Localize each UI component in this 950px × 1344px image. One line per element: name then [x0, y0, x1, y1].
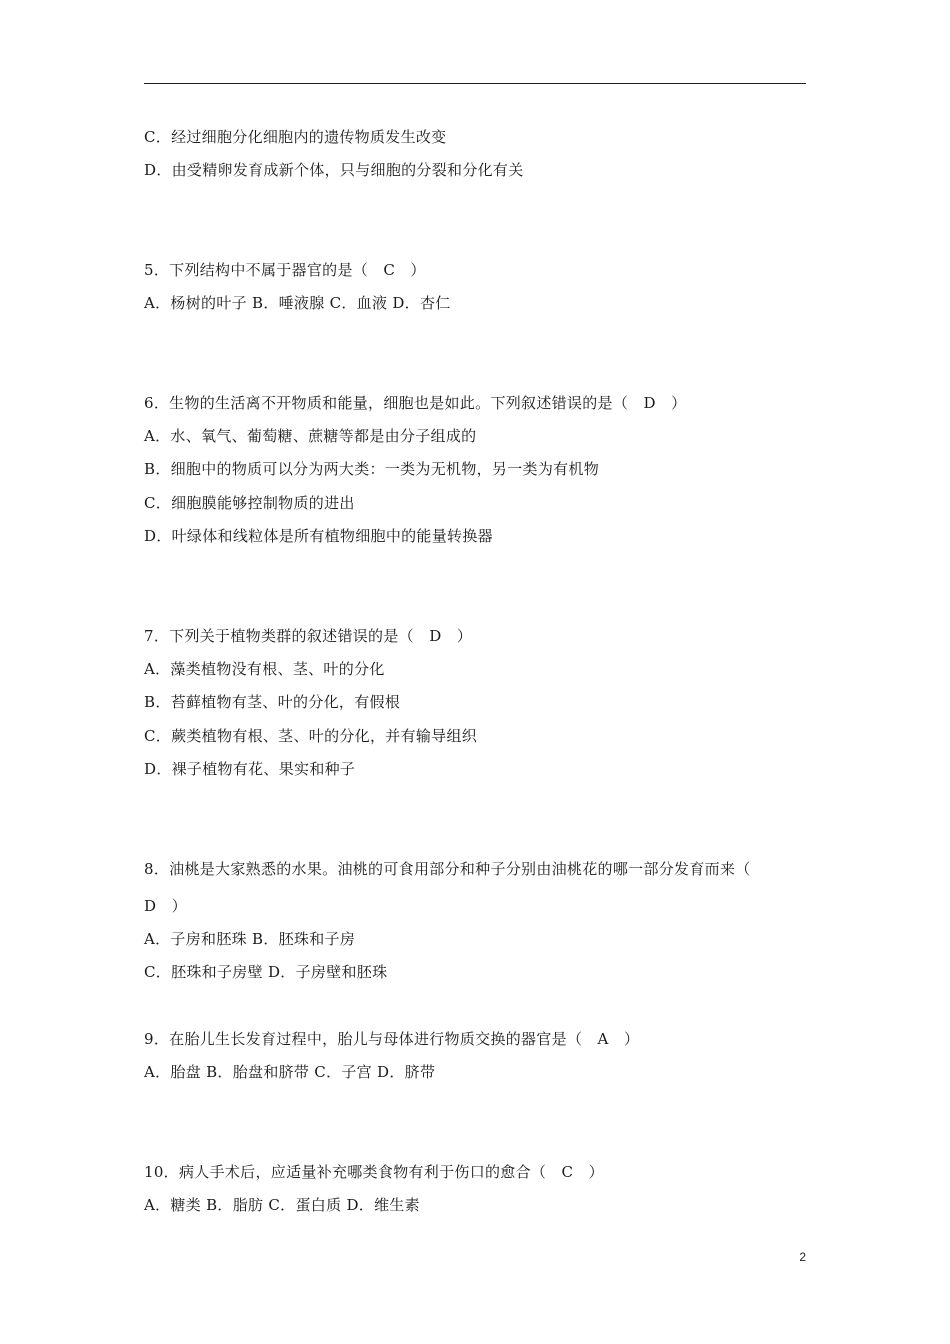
q8-stem-line-2: D ）	[144, 897, 187, 915]
q7-option-c: C．蕨类植物有根、茎、叶的分化，并有输导组织	[144, 727, 478, 745]
q5-options: A．杨树的叶子 B．唾液腺 C．血液 D．杏仁	[144, 294, 451, 312]
q10-options: A．糖类 B．脂肪 C．蛋白质 D．维生素	[144, 1196, 420, 1214]
q8-stem-line-1: 8．油桃是大家熟悉的水果。油桃的可食用部分和种子分别由油桃花的哪一部分发育而来（	[144, 860, 751, 878]
q7-option-b: B．苔藓植物有茎、叶的分化，有假根	[144, 693, 401, 711]
q7-option-d: D．裸子植物有花、果实和种子	[144, 760, 356, 778]
q9-stem: 9．在胎儿生长发育过程中，胎儿与母体进行物质交换的器官是（ A ）	[144, 1030, 640, 1048]
q6-option-b: B．细胞中的物质可以分为两大类：一类为无机物，另一类为有机物	[144, 460, 600, 478]
page-number: 2	[799, 1250, 806, 1264]
q4-option-c: C．经过细胞分化细胞内的遗传物质发生改变	[144, 128, 447, 146]
q8-options-row-1: A．子房和胚珠 B．胚珠和子房	[144, 930, 356, 948]
q4-option-d: D．由受精卵发育成新个体，只与细胞的分裂和分化有关	[144, 161, 524, 179]
header-rule	[144, 83, 806, 84]
q6-option-c: C．细胞膜能够控制物质的进出	[144, 494, 355, 512]
q6-option-a: A．水、氧气、葡萄糖、蔗糖等都是由分子组成的	[144, 427, 477, 445]
q6-stem: 6．生物的生活离不开物质和能量，细胞也是如此。下列叙述错误的是（ D ）	[144, 394, 687, 412]
q10-stem: 10．病人手术后，应适量补充哪类食物有利于伤口的愈合（ C ）	[144, 1163, 604, 1181]
q6-option-d: D．叶绿体和线粒体是所有植物细胞中的能量转换器	[144, 527, 493, 545]
q8-options-row-2: C．胚珠和子房壁 D．子房壁和胚珠	[144, 963, 388, 981]
q5-stem: 5．下列结构中不属于器官的是（ C ）	[144, 261, 426, 279]
q9-options: A．胎盘 B．胎盘和脐带 C．子宫 D．脐带	[144, 1063, 436, 1081]
q7-stem: 7．下列关于植物类群的叙述错误的是（ D ）	[144, 627, 473, 645]
q7-option-a: A．藻类植物没有根、茎、叶的分化	[144, 660, 385, 678]
